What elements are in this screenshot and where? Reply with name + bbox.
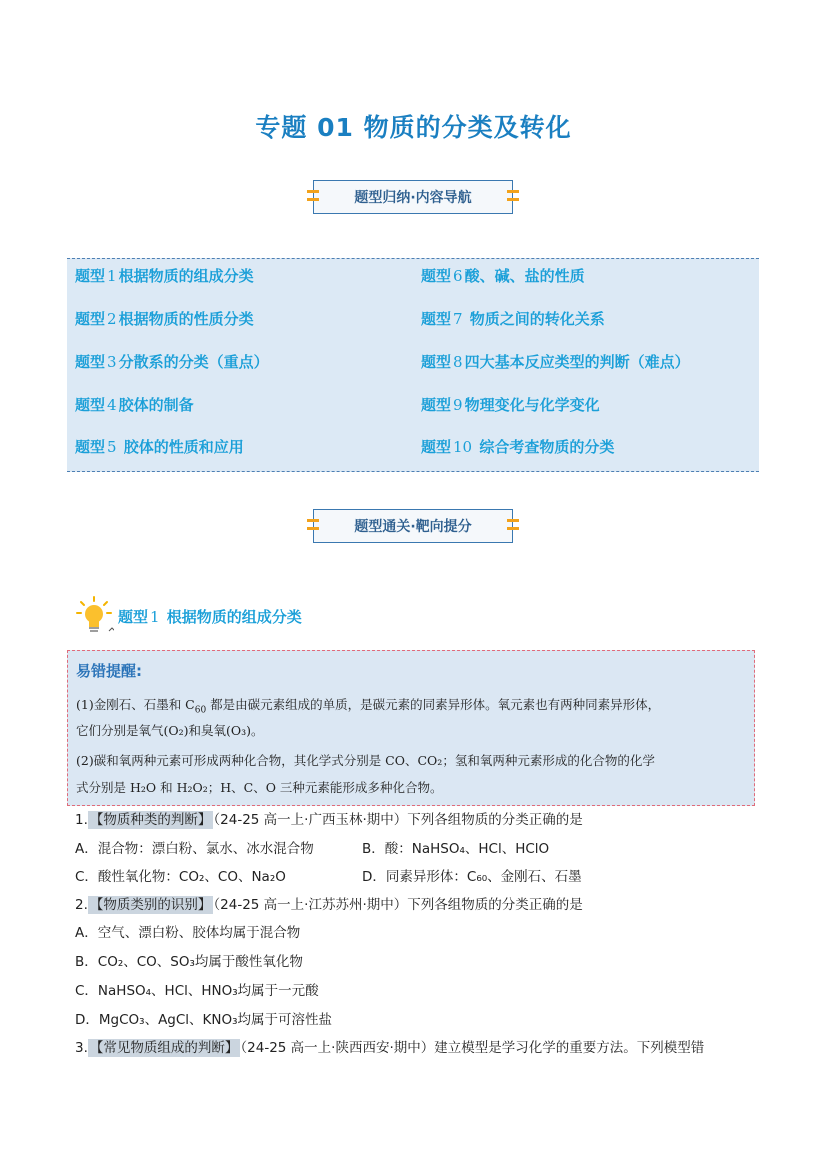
tips-title: 易错提醒:: [76, 662, 142, 680]
nav-item-8[interactable]: 题型 8 四大基本反应类型的判断（难点）: [421, 353, 690, 371]
option-d[interactable]: D．同素异形体：C₆₀、金刚石、石墨: [362, 869, 582, 885]
tip-line: (2)碳和氧两种元素可形成两种化合物，其化学式分别是 CO、CO₂；氢和氧两种元素形成的化合物的化学: [76, 753, 655, 768]
option-c[interactable]: C．NaHSO₄、HCl、HNO₃均属于一元酸: [75, 983, 319, 999]
section-heading-1: 题型 1 根据物质的组成分类: [118, 608, 302, 626]
nav-item-9[interactable]: 题型 9 物理变化与化学变化: [421, 396, 600, 414]
question-2: 2. 【物质类别的识别】 （24-25 高一上·江苏苏州·期中）下列各组物质的分类正确的是: [75, 897, 583, 913]
option-b[interactable]: B．CO₂、CO、SO₃均属于酸性氧化物: [75, 954, 303, 970]
nav-banner: [313, 180, 513, 214]
option-a[interactable]: A．空气、漂白粉、胶体均属于混合物: [75, 925, 301, 941]
question-1: 1. 【物质种类的判断】 （24-25 高一上·广西玉林·期中）下列各组物质的分类正确的是: [75, 812, 583, 828]
tip-line: 式分别是 H₂O 和 H₂O₂；H、C、O 三种元素能形成多种化合物。: [76, 780, 443, 795]
nav-item-10[interactable]: 题型 10 综合考查物质的分类: [421, 438, 615, 456]
tip-line: (1)金刚石、石墨和 $C_{60}$ 都是由碳元素组成的单质，是碳元素的同素异形体。氧元素也有两种同素异形体，: [76, 697, 661, 713]
nav-banner-label: 题型归纳·内容导航: [354, 190, 472, 206]
option-b[interactable]: B．酸：NaHSO₄、HCl、HClO: [362, 841, 550, 857]
banner-cap-right: [507, 519, 519, 533]
nav-item-7[interactable]: 题型 7 物质之间的转化关系: [421, 310, 605, 328]
banner-cap-left: [307, 190, 319, 204]
nav-item-6[interactable]: 题型 6 酸、碱、盐的性质: [421, 267, 585, 285]
page-title: 专题 01 物质的分类及转化: [255, 113, 572, 142]
question-tag: 【物质种类的判断】: [89, 812, 212, 828]
banner-cap-right: [507, 190, 519, 204]
question-3: 3. 【常见物质组成的判断】 （24-25 高一上·陕西西安·期中）建立模型是学习化学的重要方法。下列模型错: [75, 1040, 705, 1056]
practice-banner: [313, 509, 513, 543]
option-d[interactable]: D．MgCO₃、AgCl、KNO₃均属于可溶性盐: [75, 1012, 333, 1028]
nav-item-4[interactable]: 题型 4 胶体的制备: [75, 396, 194, 414]
tip-line: 它们分别是氧气(O₂)和臭氧(O₃)。: [76, 723, 264, 738]
option-a[interactable]: A．混合物：漂白粉、氯水、冰水混合物: [75, 841, 314, 857]
question-tag: 【常见物质组成的判断】: [89, 1040, 239, 1056]
lightbulb-icon: [74, 596, 114, 636]
banner-cap-left: [307, 519, 319, 533]
question-tag: 【物质类别的识别】: [89, 897, 212, 913]
practice-banner-label: 题型通关·靶向提分: [354, 519, 472, 535]
nav-item-3[interactable]: 题型 3 分散系的分类（重点）: [75, 353, 269, 371]
nav-item-5[interactable]: 题型 5 胶体的性质和应用: [75, 438, 244, 456]
nav-item-2[interactable]: 题型 2 根据物质的性质分类: [75, 310, 254, 328]
nav-item-1[interactable]: 题型 1 根据物质的组成分类: [75, 267, 254, 285]
option-c[interactable]: C．酸性氧化物：CO₂、CO、Na₂O: [75, 869, 286, 885]
